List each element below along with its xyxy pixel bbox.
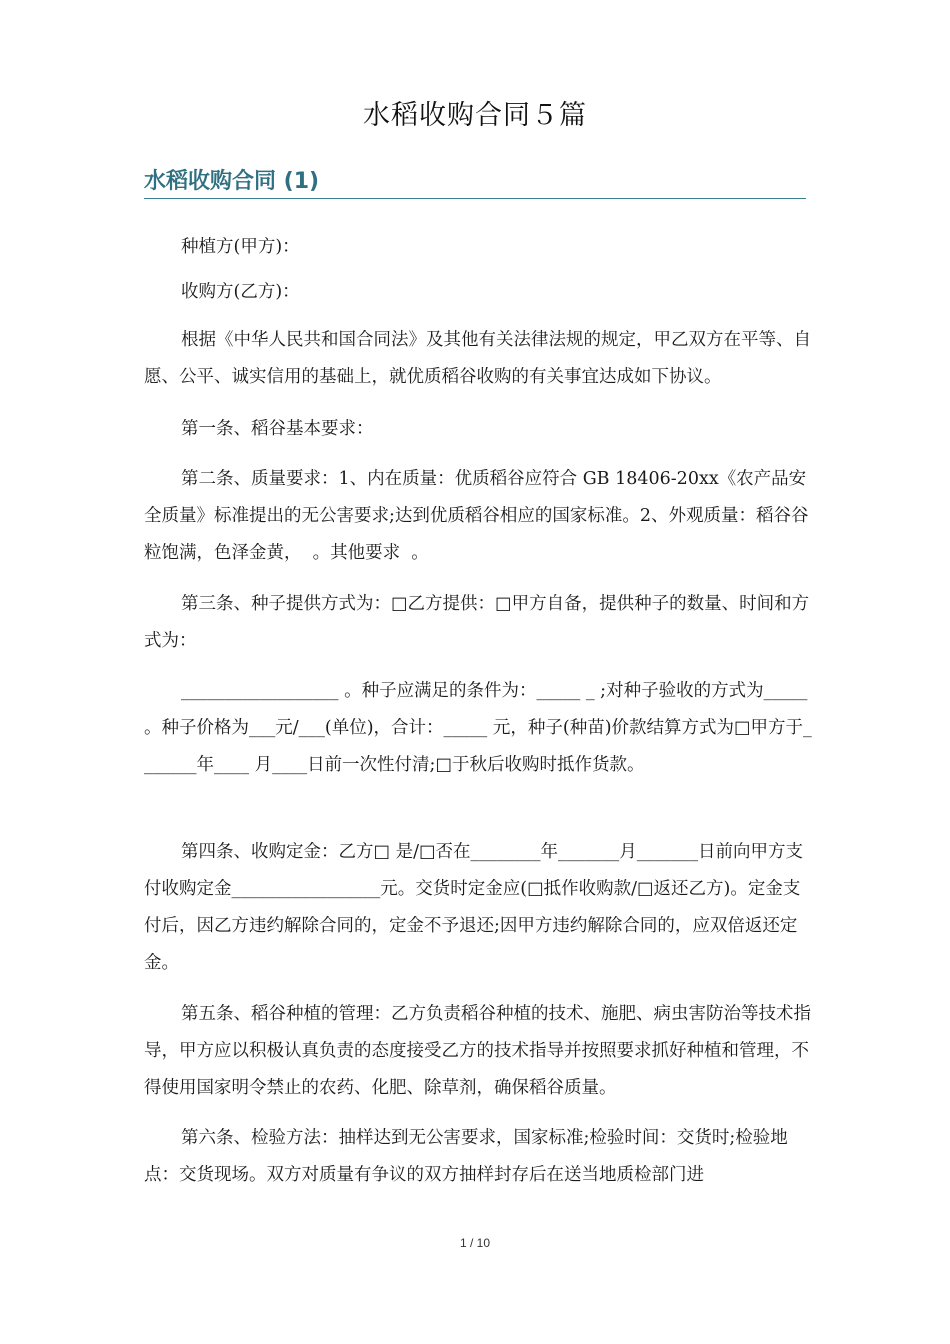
paragraph-article-4 [144, 834, 814, 982]
paragraph-article-5 [144, 996, 814, 1107]
section-heading: 水稻收购合同 (1) [144, 168, 806, 199]
paragraph-text: 第四条、收购定金：乙方□ 是/□否在________年_______月_______日前向甲方支付收购定金_________________元。交货时定金应(□抵作收购款/□返还乙方)。定金支付后，因乙方违约解除合同的，定金不予退还;因甲方违约解除合同的，应双倍返还定金。 [144, 842, 804, 973]
paragraph-seed-terms [144, 673, 814, 784]
paragraph-article-6 [144, 1120, 814, 1194]
paragraph-text: 种植方(甲方)： [181, 237, 300, 257]
paragraph-article-3 [144, 586, 814, 660]
paragraph-purchasing-party [144, 274, 814, 311]
paragraph-text: 第五条、稻谷种植的管理：乙方负责稻谷种植的技术、施肥、病虫害防治等技术指导，甲方应以积极认真负责的态度接受乙方的技术指导并按照要求抓好种植和管理，不得使用国家明令禁止的农药、化肥、除草剂，确保稻谷质量。 [144, 1004, 811, 1098]
paragraph-article-1 [144, 411, 814, 448]
page-number: 1 / 10 [459, 1236, 491, 1250]
paragraph-planting-party [144, 229, 814, 266]
paragraph-text: 收购方(乙方)： [181, 282, 300, 302]
document-title: 水稻收购合同５篇 [363, 100, 587, 131]
paragraph-article-2 [144, 461, 814, 572]
paragraph-text: 第一条、稻谷基本要求： [181, 419, 374, 439]
paragraph-preamble [144, 322, 814, 396]
paragraph-text: 第二条、质量要求：1、内在质量：优质稻谷应符合 GB 18406-20xx《农产品安全质量》标准提出的无公害要求;达到优质稻谷相应的国家标准。2、外观质量：稻谷谷粒饱满，色泽金黄， 。其他要求 。 [144, 469, 809, 563]
paragraph-text: 第六条、检验方法：抽样达到无公害要求，国家标准;检验时间：交货时;检验地点：交货现场。双方对质量有争议的双方抽样封存后在送当地质检部门进 [144, 1128, 788, 1185]
paragraph-text: 第三条、种子提供方式为：□乙方提供：□甲方自备，提供种子的数量、时间和方式为： [144, 594, 810, 651]
paragraph-text: __________________ 。种子应满足的条件为：_____ _ ;对种子验收的方式为_____ 。种子价格为___元/___(单位)，合计：_____ 元，种子(种苗)价款结算方式为□甲方于_______年____ 月____日前一次性付清;□于秋后收购时抵作货款。 [144, 681, 813, 775]
paragraph-text: 根据《中华人民共和国合同法》及其他有关法律法规的规定，甲乙双方在平等、自愿、公平、诚实信用的基础上，就优质稻谷收购的有关事宜达成如下协议。 [144, 330, 811, 387]
